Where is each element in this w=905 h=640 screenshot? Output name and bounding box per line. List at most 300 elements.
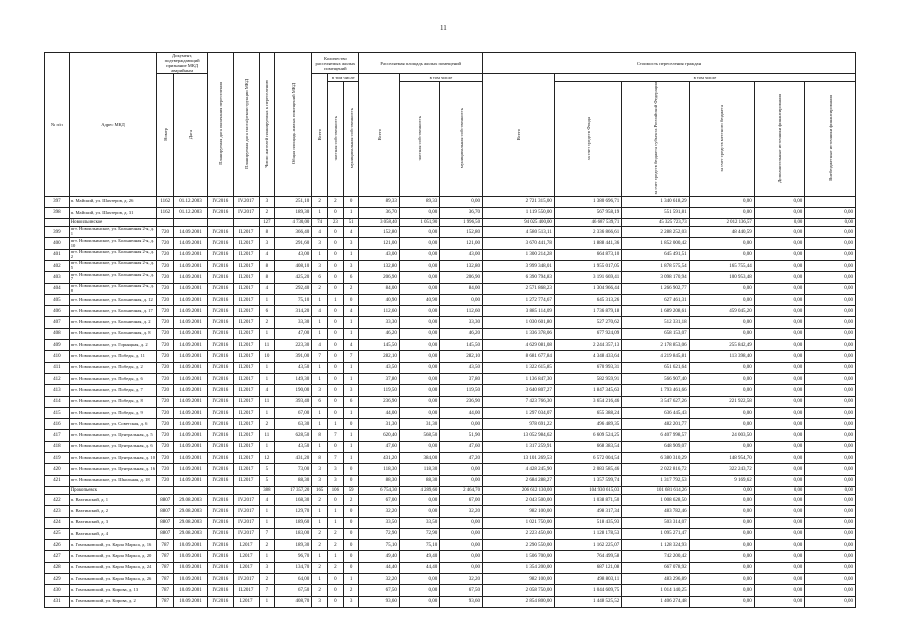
- cell-area-total: 236,90: [359, 396, 399, 407]
- cell-rooms-private: 3: [328, 475, 344, 486]
- cell-area-private: 0,00: [399, 585, 439, 596]
- cell-no: 425: [45, 528, 70, 539]
- cell-no: 406: [45, 306, 70, 317]
- cell-planned-date: IV.2016: [207, 464, 233, 475]
- table-row: [45, 340, 856, 351]
- cell-doc-number: 720: [157, 328, 174, 339]
- cell-planned-demolition: II.2017: [233, 249, 259, 260]
- cell-residents: 8: [259, 272, 275, 283]
- cell-planned-date: IV.2016: [207, 551, 233, 562]
- cell-no: 430: [45, 585, 70, 596]
- cell-doc-number: 720: [157, 261, 174, 272]
- cell-cost-region: 1 014 140,25: [622, 585, 689, 596]
- table-row: [45, 306, 856, 317]
- cell-address: пгт. Новоильинское, ул. Победы, д. 8: [69, 396, 157, 407]
- cell-cost-extra: 0,00: [805, 486, 856, 494]
- table-row: [45, 441, 856, 452]
- cell-rooms-municipal: 3: [343, 596, 359, 607]
- cell-area-total: 40,90: [359, 294, 399, 305]
- header-area-total: Всего: [359, 74, 399, 197]
- cell-area-private: 0,00: [399, 261, 439, 272]
- cell-rooms-private: 0: [328, 362, 344, 373]
- cell-area-total: 47,60: [359, 441, 399, 452]
- cell-doc-date: 14.09.2001: [174, 475, 208, 486]
- cell-residents: 4: [259, 283, 275, 294]
- cell-cost-extra: 0,00: [805, 585, 856, 596]
- table-row: [45, 362, 856, 373]
- cell-cost-additional: 0,00: [754, 362, 805, 373]
- cell-area-municipal: 1 996,50: [440, 219, 483, 227]
- cell-rooms-municipal: 6: [343, 396, 359, 407]
- cell-cost-total: 4 428 245,90: [482, 464, 554, 475]
- cell-planned-demolition: IV.2017: [233, 517, 259, 528]
- cell-doc-date: 14.09.2001: [174, 227, 208, 238]
- cell-doc-number: 8807: [157, 494, 174, 505]
- cell-cost-fund: 1 044 609,75: [554, 585, 621, 596]
- cell-cost-additional: 0,00: [754, 596, 805, 607]
- cell-area-private: 0,00: [399, 506, 439, 517]
- cell-planned-demolition: II.2017: [233, 464, 259, 475]
- cell-doc-date: 29.08.2003: [174, 528, 208, 539]
- cell-cost-region: 648 909,07: [622, 441, 689, 452]
- cell-area-municipal: 33,30: [440, 317, 483, 328]
- cell-cost-local: 2 012 136,57: [689, 219, 754, 227]
- cell-cost-region: 667 078,92: [622, 562, 689, 573]
- cell-rooms-private: 1: [328, 551, 344, 562]
- cell-rooms-private: 0: [328, 227, 344, 238]
- cell-cost-extra: 0,00: [805, 506, 856, 517]
- cell-cost-additional: 0,00: [754, 464, 805, 475]
- cell-rooms-municipal: 3: [343, 261, 359, 272]
- cell-cost-fund: 1 038 871,50: [554, 494, 621, 505]
- header-cost-extra: Внебюджетные источники финансирования: [805, 82, 856, 197]
- cell-no: [45, 219, 70, 227]
- cell-cost-region: 1 340 618,29: [622, 196, 689, 207]
- subtotal-row: [45, 486, 856, 494]
- cell-cost-extra: 0,00: [805, 441, 856, 452]
- table-row: [45, 385, 856, 396]
- cell-cost-region: 512 331,18: [622, 317, 689, 328]
- cell-total-area: 129,70: [275, 506, 312, 517]
- cell-rooms-municipal: 2: [343, 494, 359, 505]
- cell-planned-date: IV.2016: [207, 227, 233, 238]
- cell-area-private: 0,00: [399, 317, 439, 328]
- cell-cost-extra: 0,00: [805, 453, 856, 464]
- cell-cost-total: 94 025 400,00: [482, 219, 554, 227]
- cell-rooms-private: 0: [328, 238, 344, 249]
- cell-total-area: 168,30: [275, 494, 312, 505]
- cell-rooms-total: 1: [312, 249, 328, 260]
- cell-planned-demolition: II.2017: [233, 317, 259, 328]
- cell-cost-fund: 2 083 585,46: [554, 464, 621, 475]
- cell-cost-extra: 0,00: [805, 407, 856, 418]
- cell-residents: 11: [259, 396, 275, 407]
- cell-area-total: 46,20: [359, 328, 399, 339]
- cell-doc-number: 720: [157, 227, 174, 238]
- cell-planned-demolition: II.2017: [233, 227, 259, 238]
- cell-address: п. Вахтинский, д. 3: [69, 517, 157, 528]
- cell-doc-date: 14.09.2001: [174, 385, 208, 396]
- cell-area-municipal: 37,80: [440, 373, 483, 384]
- cell-cost-region: 1 266 902,77: [622, 283, 689, 294]
- cell-cost-local: 0,00: [689, 373, 754, 384]
- cell-area-private: 0,00: [399, 407, 439, 418]
- cell-cost-region: 101 681 614,26: [622, 486, 689, 494]
- cell-address: пгт. Новоильинское, ул. Больничная, д. 17: [69, 306, 157, 317]
- cell-no: 401: [45, 249, 70, 260]
- cell-area-total: 67,50: [359, 585, 399, 596]
- cell-rooms-private: 0: [328, 249, 344, 260]
- cell-planned-demolition: I.2017: [233, 596, 259, 607]
- cell-doc-date: 14.09.2001: [174, 317, 208, 328]
- cell-cost-fund: 670 993,31: [554, 362, 621, 373]
- cell-doc-number: 720: [157, 441, 174, 452]
- cell-address: пгт. Новоильинское, ул. Школьная, д. 18: [69, 475, 157, 486]
- cell-cost-local: 459 045,20: [689, 306, 754, 317]
- cell-residents: 1: [259, 328, 275, 339]
- cell-total-area: 314,20: [275, 306, 312, 317]
- table-row: [45, 261, 856, 272]
- cell-cost-additional: 0,00: [754, 238, 805, 249]
- page-number: 11: [440, 24, 447, 32]
- cell-area-private: 0,00: [399, 596, 439, 607]
- cell-doc-date: 10.09.2001: [174, 585, 208, 596]
- cell-cost-total: 8 681 677,84: [482, 351, 554, 362]
- cell-area-municipal: 93,60: [440, 596, 483, 607]
- header-planned-demolition: Планируемая дата сноса/реконструкции МКД: [233, 53, 259, 197]
- cell-address: пгт. Новоильинское, ул. Больничная, д. 8: [69, 328, 157, 339]
- cell-cost-local: 255 842,49: [689, 340, 754, 351]
- cell-no: 402: [45, 261, 70, 272]
- cell-total-area: 43,00: [275, 249, 312, 260]
- cell-planned-demolition: II.2017: [233, 362, 259, 373]
- cell-rooms-total: 3: [312, 385, 328, 396]
- cell-doc-number: [157, 486, 174, 494]
- cell-cost-region: 483 782,46: [622, 506, 689, 517]
- cell-rooms-private: 7: [328, 453, 344, 464]
- cell-address: п. Гомзыковский, ул. Карла Маркса, д. 20: [69, 551, 157, 562]
- cell-cost-fund: 655 388,24: [554, 407, 621, 418]
- cell-address: Прокопьевск: [69, 486, 157, 494]
- cell-total-area: 183,00: [275, 528, 312, 539]
- cell-cost-fund: 6 572 004,54: [554, 453, 621, 464]
- cell-cost-total: 1 354 200,00: [482, 562, 554, 573]
- cell-no: 415: [45, 407, 70, 418]
- cell-cost-additional: 0,00: [754, 528, 805, 539]
- table-row: [45, 494, 856, 505]
- cell-cost-extra: 0,00: [805, 362, 856, 373]
- cell-no: 404: [45, 283, 70, 294]
- cell-cost-local: 9 169,62: [689, 475, 754, 486]
- cell-doc-number: 1162: [157, 196, 174, 207]
- cell-residents: 12: [259, 453, 275, 464]
- cell-doc-number: 720: [157, 340, 174, 351]
- cell-rooms-total: 1: [312, 294, 328, 305]
- cell-cost-additional: 0,00: [754, 373, 805, 384]
- cell-area-municipal: 236,90: [440, 396, 483, 407]
- cell-cost-total: 4 580 513,11: [482, 227, 554, 238]
- cell-cost-local: 0,00: [689, 249, 754, 260]
- cell-area-municipal: 36,70: [440, 207, 483, 218]
- cell-no: 409: [45, 340, 70, 351]
- header-cost-total: Всего: [482, 74, 554, 197]
- cell-rooms-total: 1: [312, 574, 328, 585]
- cell-doc-date: 01.12.2003: [174, 207, 208, 218]
- cell-doc-number: 720: [157, 238, 174, 249]
- cell-residents: 2: [259, 419, 275, 430]
- cell-area-total: 33,50: [359, 517, 399, 528]
- cell-cost-total: 206 612 130,00: [482, 486, 554, 494]
- cell-address: п. Майский, ул. Шахтеров, д. 31: [69, 207, 157, 218]
- cell-residents: 6: [259, 306, 275, 317]
- cell-cost-total: 978 691,22: [482, 419, 554, 430]
- cell-area-private: 31,30: [399, 419, 439, 430]
- cell-planned-demolition: [233, 219, 259, 227]
- cell-cost-region: 483 296,89: [622, 574, 689, 585]
- cell-rooms-municipal: 0: [343, 517, 359, 528]
- cell-address: п. Гомзыковский, ул. Карла Маркса, д. 16: [69, 540, 157, 551]
- cell-area-private: 0,00: [399, 249, 439, 260]
- cell-cost-fund: 527 270,62: [554, 317, 621, 328]
- cell-cost-extra: 0,00: [805, 340, 856, 351]
- cell-area-total: 282,10: [359, 351, 399, 362]
- cell-cost-extra: 0,00: [805, 283, 856, 294]
- cell-planned-demolition: II.2017: [233, 373, 259, 384]
- cell-rooms-total: 4: [312, 306, 328, 317]
- cell-area-municipal: 67,00: [440, 494, 483, 505]
- cell-cost-fund: 1 847 345,63: [554, 385, 621, 396]
- cell-address: п. Гомзыковский, ул. Карла Маркса, д. 24: [69, 562, 157, 573]
- cell-total-area: 189,30: [275, 207, 312, 218]
- cell-cost-additional: 0,00: [754, 494, 805, 505]
- cell-no: 398: [45, 207, 70, 218]
- cell-rooms-total: 7: [312, 351, 328, 362]
- cell-planned-demolition: II.2017: [233, 261, 259, 272]
- header-area-municipal: муниципальная собственность: [440, 82, 483, 197]
- cell-doc-date: 29.08.2003: [174, 494, 208, 505]
- cell-cost-region: 2 022 816,72: [622, 464, 689, 475]
- cell-cost-additional: 0,00: [754, 430, 805, 441]
- cell-area-municipal: 84,00: [440, 283, 483, 294]
- cell-cost-total: 1 300 214,28: [482, 249, 554, 260]
- cell-cost-total: 2 043 500,00: [482, 494, 554, 505]
- cell-rooms-total: 1: [312, 328, 328, 339]
- cell-doc-date: 14.09.2001: [174, 373, 208, 384]
- table-row: [45, 585, 856, 596]
- header-planned-date: Планируемая дата окончания переселения: [207, 53, 233, 197]
- cell-cost-fund: 1 357 599,74: [554, 475, 621, 486]
- cell-address: пгт. Новоильинское, ул. Победы, д. 7: [69, 385, 157, 396]
- cell-area-municipal: 132,80: [440, 261, 483, 272]
- cell-no: 399: [45, 227, 70, 238]
- cell-cost-fund: 2 336 866,61: [554, 227, 621, 238]
- cell-rooms-total: 2: [312, 283, 328, 294]
- cell-cost-region: 503 314,07: [622, 517, 689, 528]
- cell-cost-additional: 0,00: [754, 328, 805, 339]
- cell-planned-demolition: II.2017: [233, 385, 259, 396]
- cell-residents: 11: [259, 340, 275, 351]
- cell-rooms-municipal: 0: [343, 562, 359, 573]
- cell-area-private: 89,33: [399, 196, 439, 207]
- cell-cost-local: 100 953,48: [689, 272, 754, 283]
- cell-area-total: 44,00: [359, 407, 399, 418]
- cell-planned-date: [207, 486, 233, 494]
- cell-planned-demolition: II.2017: [233, 340, 259, 351]
- cell-cost-local: 0,00: [689, 407, 754, 418]
- cell-doc-date: 10.09.2001: [174, 562, 208, 573]
- cell-cost-total: 7 423 766,30: [482, 396, 554, 407]
- cell-cost-total: 2 571 868,23: [482, 283, 554, 294]
- cell-cost-region: 645 491,51: [622, 249, 689, 260]
- table-row: [45, 207, 856, 218]
- cell-rooms-municipal: 59: [343, 486, 359, 494]
- cell-no: 417: [45, 430, 70, 441]
- cell-area-total: 84,00: [359, 283, 399, 294]
- header-cost-fund: за счет средств Фонда: [554, 82, 621, 197]
- cell-residents: 1: [259, 362, 275, 373]
- cell-rooms-municipal: 1: [343, 362, 359, 373]
- cell-no: 408: [45, 328, 70, 339]
- cell-cost-extra: 0,00: [805, 294, 856, 305]
- cell-area-municipal: 0,00: [440, 294, 483, 305]
- cell-cost-extra: 0,00: [805, 528, 856, 539]
- cell-cost-region: 636 445,43: [622, 407, 689, 418]
- cell-rooms-total: 3: [312, 261, 328, 272]
- cell-rooms-municipal: 1: [343, 317, 359, 328]
- cell-area-private: 0,00: [399, 385, 439, 396]
- cell-cost-region: 1 008 628,50: [622, 494, 689, 505]
- cell-rooms-municipal: 1: [343, 207, 359, 218]
- cell-address: пгт. Новоильинское, ул. Горняцкая, д. 2: [69, 340, 157, 351]
- cell-no: 419: [45, 453, 70, 464]
- cell-planned-date: IV.2016: [207, 362, 233, 373]
- cell-residents: 1: [259, 294, 275, 305]
- cell-planned-date: IV.2016: [207, 506, 233, 517]
- cell-cost-fund: 46 687 539,71: [554, 219, 621, 227]
- cell-rooms-municipal: 2: [343, 283, 359, 294]
- table-row: [45, 574, 856, 585]
- cell-doc-date: 14.09.2001: [174, 453, 208, 464]
- cell-planned-date: IV.2016: [207, 196, 233, 207]
- cell-residents: 388: [259, 486, 275, 494]
- cell-residents: 10: [259, 351, 275, 362]
- cell-doc-date: 14.09.2001: [174, 249, 208, 260]
- cell-planned-date: IV.2016: [207, 207, 233, 218]
- cell-total-area: 628,50: [275, 430, 312, 441]
- cell-cost-additional: 0,00: [754, 562, 805, 573]
- cell-planned-demolition: II.2017: [233, 351, 259, 362]
- cell-rooms-private: 0: [328, 317, 344, 328]
- cell-rooms-private: 0: [328, 283, 344, 294]
- cell-address: п. Вахтинский, д. 4: [69, 528, 157, 539]
- cell-no: 420: [45, 464, 70, 475]
- cell-area-private: 0,00: [399, 351, 439, 362]
- cell-area-private: 0,00: [399, 340, 439, 351]
- cell-area-total: 32,20: [359, 506, 399, 517]
- cell-cost-total: 1 030 601,80: [482, 317, 554, 328]
- header-cost-group: Стоимость переселения граждан: [482, 53, 855, 74]
- cell-cost-fund: 498 317,34: [554, 506, 621, 517]
- cell-rooms-municipal: 0: [343, 528, 359, 539]
- cell-cost-extra: 0,00: [805, 207, 856, 218]
- cell-area-private: 0,00: [399, 238, 439, 249]
- header-cost-additional: Дополнительные источники финансирования: [754, 82, 805, 197]
- cell-residents: 4: [259, 494, 275, 505]
- cell-rooms-private: 1: [328, 506, 344, 517]
- cell-area-total: 206,90: [359, 272, 399, 283]
- table-row: [45, 249, 856, 260]
- cell-cost-fund: 764 499,58: [554, 551, 621, 562]
- cell-cost-local: 0,00: [689, 441, 754, 452]
- cell-cost-total: 2 223 450,00: [482, 528, 554, 539]
- cell-cost-fund: 3 654 216,46: [554, 396, 621, 407]
- cell-planned-date: IV.2016: [207, 317, 233, 328]
- cell-planned-demolition: II.2017: [233, 396, 259, 407]
- cell-planned-date: IV.2016: [207, 294, 233, 305]
- cell-doc-date: 14.09.2001: [174, 328, 208, 339]
- cell-cost-region: 551 591,81: [622, 207, 689, 218]
- header-rooms-incl: в том числе: [328, 74, 359, 82]
- cell-cost-local: 0,00: [689, 419, 754, 430]
- cell-planned-date: IV.2016: [207, 528, 233, 539]
- cell-cost-total: 1 119 550,00: [482, 207, 554, 218]
- cell-total-area: 43,50: [275, 362, 312, 373]
- cell-planned-date: IV.2016: [207, 238, 233, 249]
- cell-no: 424: [45, 517, 70, 528]
- cell-rooms-total: 165: [312, 486, 328, 494]
- cell-area-private: 88,30: [399, 475, 439, 486]
- cell-area-total: 152,80: [359, 227, 399, 238]
- cell-address: пгт. Новоильинское, ул. Больничная 2-я, д. 1: [69, 227, 157, 238]
- cell-no: 426: [45, 540, 70, 551]
- cell-rooms-private: 106: [328, 486, 344, 494]
- cell-cost-extra: 0,00: [805, 551, 856, 562]
- cell-cost-total: 2 854 800,00: [482, 596, 554, 607]
- cell-rooms-municipal: 1: [343, 574, 359, 585]
- cell-area-total: 43,50: [359, 362, 399, 373]
- header-doc-date: Дата: [174, 74, 208, 197]
- cell-planned-demolition: II.2017: [233, 238, 259, 249]
- cell-planned-date: IV.2016: [207, 596, 233, 607]
- cell-planned-date: IV.2016: [207, 328, 233, 339]
- cell-cost-region: 658 153,07: [622, 328, 689, 339]
- cell-rooms-private: 23: [328, 219, 344, 227]
- cell-cost-total: 982 100,00: [482, 506, 554, 517]
- cell-cost-total: 3 640 807,27: [482, 385, 554, 396]
- cell-area-municipal: 0,00: [440, 475, 483, 486]
- cell-cost-fund: 664 873,10: [554, 249, 621, 260]
- cell-cost-fund: 1 304 966,44: [554, 283, 621, 294]
- cell-cost-extra: 0,00: [805, 385, 856, 396]
- cell-residents: 3: [259, 196, 275, 207]
- cell-planned-demolition: II.2017: [233, 272, 259, 283]
- cell-cost-additional: 0,00: [754, 419, 805, 430]
- cell-cost-total: 3 670 441,78: [482, 238, 554, 249]
- cell-doc-date: 14.09.2001: [174, 419, 208, 430]
- cell-rooms-municipal: 0: [343, 506, 359, 517]
- cell-area-municipal: 32,20: [440, 574, 483, 585]
- cell-cost-local: 0,00: [689, 528, 754, 539]
- cell-doc-date: 14.09.2001: [174, 362, 208, 373]
- cell-doc-number: 720: [157, 317, 174, 328]
- header-residents: Число жителей планируемых к переселению: [259, 53, 275, 197]
- cell-area-municipal: 121,00: [440, 238, 483, 249]
- cell-address: п. Вахтинский, д. 1: [69, 494, 157, 505]
- header-area-incl: в том числе: [399, 74, 482, 82]
- cell-cost-total: 1 336 378,06: [482, 328, 554, 339]
- cell-no: 407: [45, 317, 70, 328]
- cell-cost-extra: 0,00: [805, 261, 856, 272]
